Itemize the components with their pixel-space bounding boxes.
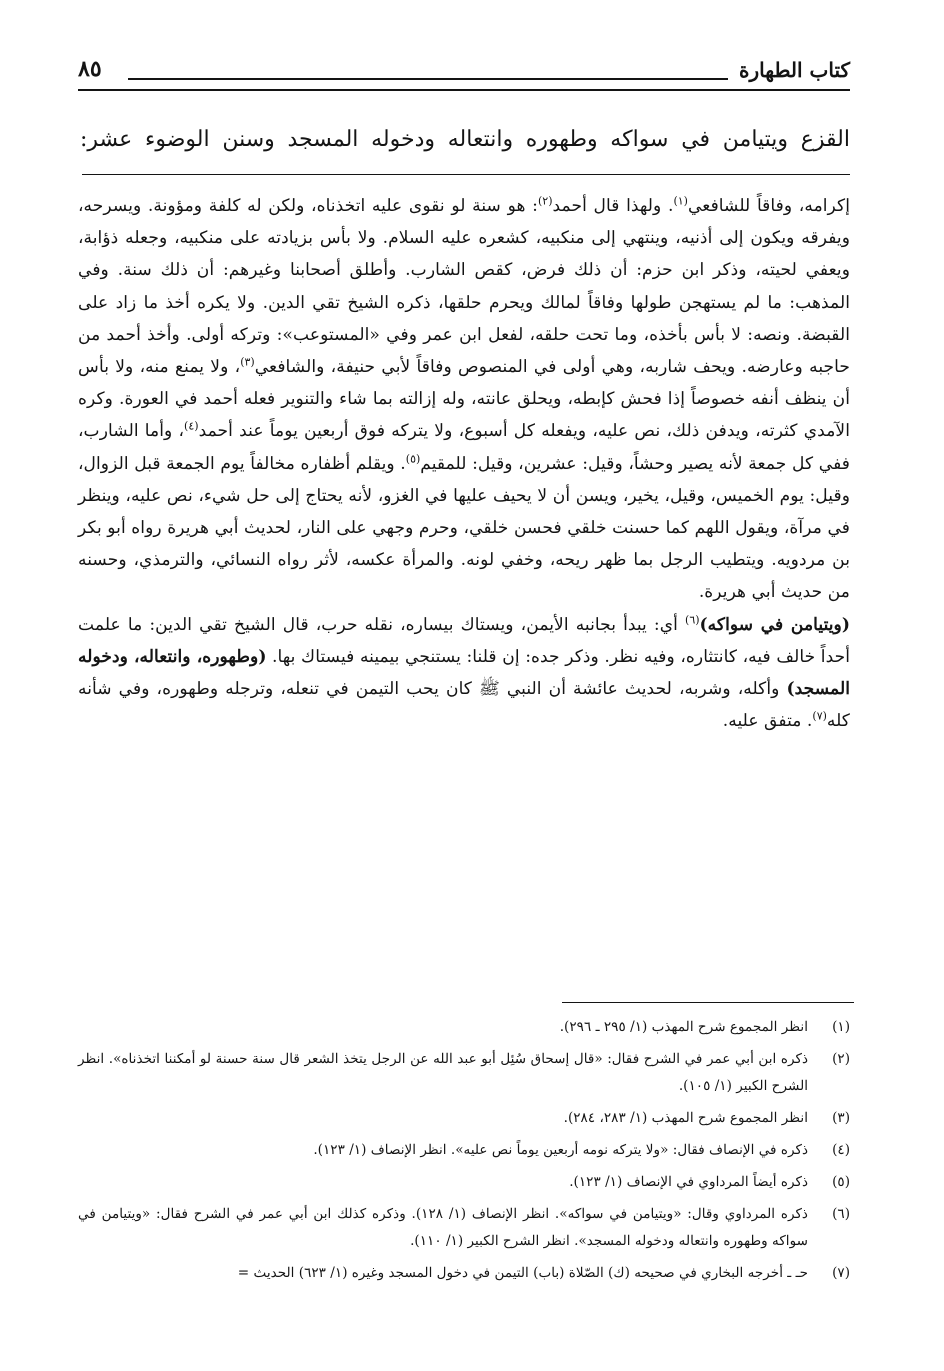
header-underline <box>78 89 850 91</box>
body-text-segment: . متفق عليه. <box>722 711 813 732</box>
footnote-ref: (٣) <box>240 355 255 369</box>
footnote-number: (٥) <box>832 1174 850 1190</box>
footnote-item <box>78 1105 850 1132</box>
header-rule <box>128 78 728 80</box>
footnote-number: (٦) <box>832 1206 850 1222</box>
body-text-segment: : هو سنة لو نقوى عليه اتخذناه، ولكن له كلفة ومؤونة. ويسرحه، ويفرقه ويكون إلى أذنيه، وينتهي إلى منكبيه، كشعره عليه السلام. ولا بأس بزيادته على منكبيه، وجعله ذؤابة، ويعفي لحيته، وذكر ابن حزم: أن ذلك فرض، كقص الشارب. وأطلق أصحابنا وغيرهم: أن ذلك سنة. وفي المذهب: ما لم يستهجن طولها وفاقاً لمالك ويحرم حلقها، ذكره الشيخ تقي الدين. ولا يكره أخذ ما زاد على القبضة. ونصه: لا بأس بأخذه، وما تحت حلقه، لفعل ابن عمر وفي «المستوعب»: وتركه أولى. وأخذ أحمد من حاجبه وعارضه. ويحف شاربه، وهي أولى في المنصوص وفاقاً لأبي حنيفة، والشافعي <box>78 196 850 378</box>
footnote-item <box>78 1046 850 1100</box>
footnote-divider <box>562 1002 854 1003</box>
footnote-text: ذكره أيضاً المرداوي في الإنصاف (١/ ١٢٣). <box>569 1174 808 1190</box>
footnote-item <box>78 1014 850 1041</box>
footnote-ref: (٦) <box>685 612 700 626</box>
footnote-item <box>78 1169 850 1196</box>
footnote-ref: (١) <box>673 194 688 208</box>
matn-divider <box>82 174 850 175</box>
footnote-number: (٢) <box>832 1051 850 1067</box>
footnote-text: ذكره في الإنصاف فقال: «ولا يتركه نومه أربعين يوماً نص عليه». انظر الإنصاف (١/ ١٢٣). <box>313 1142 808 1158</box>
body-text-segment: ، وأما الشارب، ففي كل جمعة لأنه يصير وحشاً، وقيل: عشرين، وقيل: للمقيم <box>78 421 850 474</box>
commentary-body <box>78 190 850 737</box>
page-number: ٨٥ <box>78 56 102 82</box>
body-text-segment: أي: يبدأ بجانبه الأيمن، ويستاك بيساره، نقله حرب، قال الشيخ تقي الدين: ما علمت أحداً خالف فيه، كانتثاره، وفيه نظر. وذكر جده: إن قلنا: يستنجي بيمينه فيستاك بها. <box>78 614 851 667</box>
matn-text: القزع ويتيامن في سواكه وطهوره وانتعاله ودخوله المسجد وسنن الوضوء عشر: <box>80 127 850 152</box>
matn-quote: (ويتيامن في سواكه) <box>699 614 850 635</box>
footnote-item <box>78 1137 850 1164</box>
footnote-number: (٤) <box>832 1142 850 1158</box>
footnote-ref: (٢) <box>537 194 553 208</box>
page-header <box>78 58 850 92</box>
body-text-segment: . ولهذا قال أحمد <box>552 196 674 216</box>
footnote-text: ذكره ابن أبي عمر في الشرح فقال: «قال إسحاق سُئِل أبو عبد الله عن الرجل يتخذ الشعر قال سنة حسنة لو أمكننا اتخذناه». انظر الشرح الكبير (١/ ١٠٥). <box>78 1051 808 1094</box>
footnote-ref: (٥) <box>405 451 421 465</box>
footnotes <box>78 1014 850 1292</box>
commentary-paragraph-1 <box>78 190 850 609</box>
footnote-text: انظر المجموع شرح المهذب (١/ ٢٩٥ ـ ٢٩٦). <box>559 1019 808 1035</box>
commentary-paragraph-2 <box>78 609 850 738</box>
footnote-text: انظر المجموع شرح المهذب (١/ ٢٨٣، ٢٨٤). <box>563 1110 808 1126</box>
body-text-segment: وأكله، وشربه، لحديث عائشة أن النبي ﷺ كان يحب التيمن في تنعله، وترجله وطهوره، وفي شأنه كله <box>78 679 850 732</box>
footnote-item <box>78 1201 850 1255</box>
footnote-item <box>78 1260 850 1287</box>
body-text-segment: . ويقلم أظفاره مخالفاً يوم الجمعة قبل الزوال، وقيل: يوم الخميس، وقيل، يخير، ويسن أن لا يحيف عليها في الغزو، لأنه يحتاج إلى حل شيء، نص عليه، وينظر في مرآة، ويقول اللهم كما حسنت خلقي فحسن خلقي، وحرم وجهي على النار، لحديث أبي هريرة رواه أبو بكر بن مردويه. ويتطيب الرجل بما ظهر ريحه، وخفي لونه. والمرأة عكسه، لأثر رواه النسائي، والترمذي، وحسنه من حديث أبي هريرة. <box>78 453 850 603</box>
running-title: كتاب الطهارة <box>739 58 850 82</box>
matn-quote: (وطهوره، وانتعاله، ودخوله المسجد) <box>78 646 850 700</box>
footnote-number: (٣) <box>832 1110 850 1126</box>
footnote-text: ذكره المرداوي وقال: «ويتيامن في سواكه». انظر الإنصاف (١/ ١٢٨). وذكره كذلك ابن أبي عمر في الشرح فقال: «ويتيامن في سواكه وطهوره وانتعاله ودخوله المسجد». انظر الشرح الكبير (١/ ١١٠). <box>78 1206 808 1249</box>
footnote-number: (٧) <box>832 1265 850 1281</box>
body-text-segment: ، ولا يمنع منه، ولا بأس أن ينظف أنفه خصوصاً إذا فحش كإبطه، ويحلق عانته، وله إزالته بما شاء والتنوير فعله أحمد في العورة. وكره الآمدي كثرته، ويدفن ذلك، نص عليه، ويفعله كل أسبوع، ولا يتركه فوق أربعين يوماً عند أحمد <box>78 357 850 442</box>
footnote-number: (١) <box>832 1019 850 1035</box>
footnote-ref: (٧) <box>812 709 827 723</box>
footnote-text: حـ ـ أخرجه البخاري في صحيحه (ك) الصّلاة (باب) التيمن في دخول المسجد وغيره (١/ ٦٢٣) الحديث = <box>237 1265 808 1281</box>
footnote-ref: (٤) <box>184 419 199 433</box>
body-text-segment: إكرامه، وفاقاً للشافعي <box>687 196 850 216</box>
